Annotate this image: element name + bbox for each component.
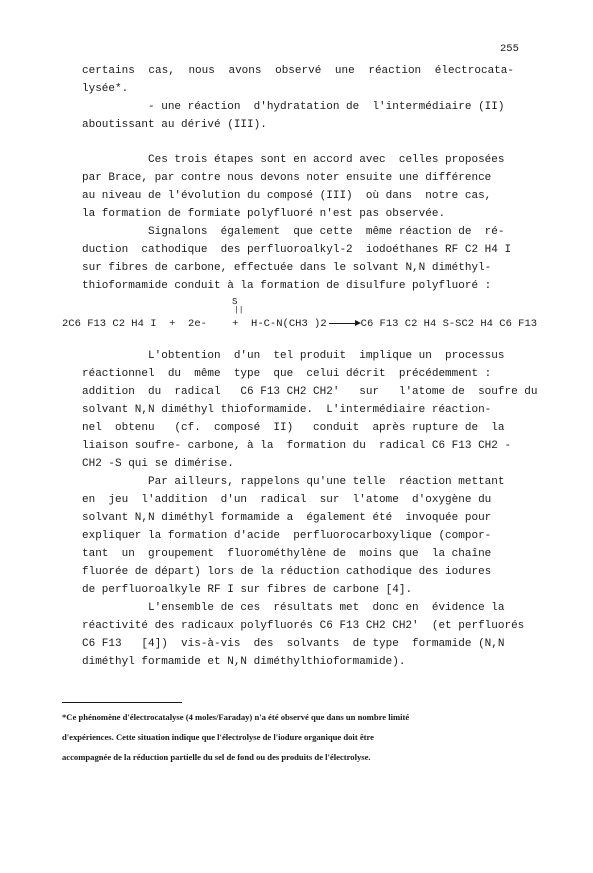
text-line: aboutissant au dérivé (III).: [82, 119, 267, 131]
text-line: expliquer la formation d'acide perfluorocarboxylique (compor-: [82, 530, 492, 542]
text-line: Par ailleurs, rappelons qu'une telle réaction mettant: [82, 476, 505, 488]
text-line: liaison soufre- carbone, à la formation du radical C6 F13 CH2 -: [82, 440, 512, 452]
reaction-arrow-icon: [329, 323, 359, 324]
text-line: duction cathodique des perfluoroalkyl-2 iodoéthanes RF C2 H4 I: [82, 244, 512, 256]
text-line: réactivité des radicaux polyfluorés C6 F13 CH2 CH2' (et perfluorés: [82, 620, 525, 632]
page-number: 255: [500, 43, 519, 55]
text-line: solvant N,N diméthyl formamide a également été invoquée pour: [82, 512, 492, 524]
text-line: thioformamide conduit à la formation de disulfure polyfluoré :: [82, 280, 492, 292]
text-line: tant un groupement fluorométhylène de moins que la chaîne: [82, 548, 492, 560]
text-line: en jeu l'addition d'un radical sur l'atome d'oxygène du: [82, 494, 492, 506]
footnote: [62, 707, 530, 767]
text-line: - une réaction d'hydratation de l'intermédiaire (II): [82, 101, 505, 113]
double-bond: ||: [234, 306, 244, 315]
text-line: lysée*.: [82, 83, 129, 95]
paragraph-conclusion: [82, 473, 525, 671]
text-line: fluorée de départ) lors de la réduction cathodique des iodures: [82, 566, 492, 578]
text-line: la formation de formiate polyfluoré n'est pas observée.: [82, 208, 446, 220]
text-line: certains cas, nous avons observé une réaction électrocata-: [82, 65, 514, 77]
footnote-line: d'expériences. Cette situation indique que l'électrolyse de l'iodure organique doit être: [62, 732, 374, 742]
text-line: nel obtenu (cf. composé II) conduit après rupture de la: [82, 422, 505, 434]
paragraph-mechanism: [82, 151, 514, 295]
text-line: diméthyl formamide et N,N diméthylthioformamide).: [82, 656, 406, 668]
text-line: addition du radical C6 F13 CH2 CH2' sur l'atome de soufre du: [82, 386, 538, 398]
equation-products: C6 F13 C2 H4 S-SC2 H4 C6 F13: [360, 318, 538, 330]
equation-line: [62, 315, 537, 333]
text-line: CH2 -S qui se dimérise.: [82, 458, 234, 470]
text-line: Signalons également que cette même réaction de ré-: [82, 226, 505, 238]
text-line: Ces trois étapes sont en accord avec celles proposées: [82, 154, 505, 166]
text-line: au niveau de l'évolution du composé (III) où dans notre cas,: [82, 190, 492, 202]
footnote-separator: [62, 702, 182, 703]
equation-reactants: 2C6 F13 C2 H4 I + 2e- + H-C-N(CH3 )2: [62, 318, 327, 330]
text-line: sur fibres de carbone, effectuée dans le solvant N,N diméthyl-: [82, 262, 492, 274]
text-line: C6 F13 [4]) vis-à-vis des solvants de type formamide (N,N: [82, 638, 505, 650]
text-line: de perfluoroalkyle RF I sur fibres de carbone [4].: [82, 584, 413, 596]
footnote-line: *Ce phénomène d'électrocatalyse (4 moles/Faraday) n'a été observé que dans un nombre limité: [62, 712, 410, 722]
sulfur-atom: S: [232, 297, 238, 307]
text-line: réactionnel du même type que celui décrit précédemment :: [82, 368, 492, 380]
text-line: solvant N,N diméthyl thioformamide. L'intermédiaire réaction-: [82, 404, 492, 416]
text-line: par Brace, par contre nous devons noter ensuite une différence: [82, 172, 492, 184]
text-line: L'obtention d'un tel produit implique un processus: [82, 350, 505, 362]
paragraph-top: [82, 62, 514, 134]
footnote-line: accompagnée de la réduction partielle du sel de fond ou des produits de l'électrolyse.: [62, 752, 371, 762]
paragraph-obtention: [82, 347, 538, 473]
text-line: L'ensemble de ces résultats met donc en évidence la: [82, 602, 505, 614]
